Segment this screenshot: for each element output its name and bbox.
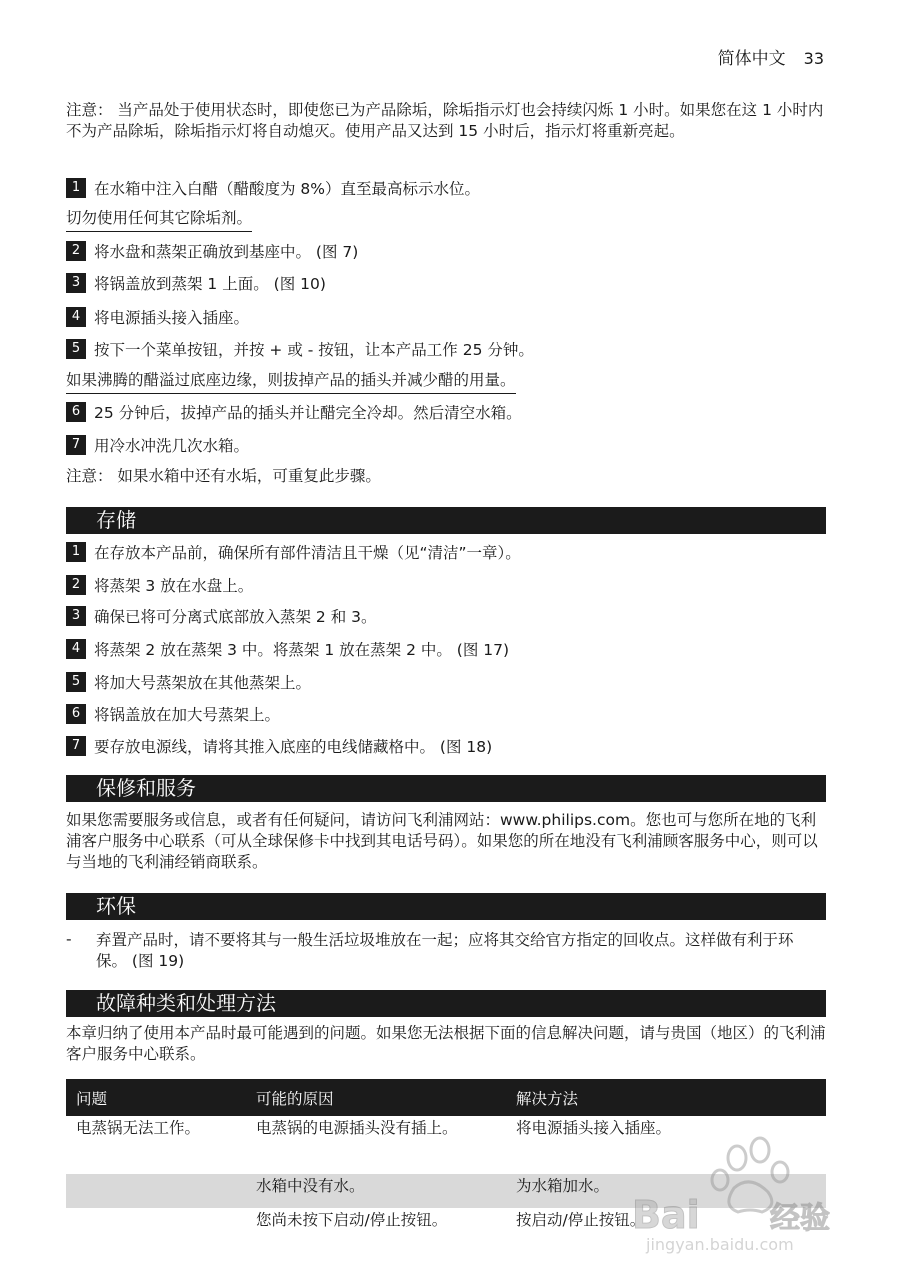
step-text: 25 分钟后，拔掉产品的插头并让醋完全冷却。然后清空水箱。 — [94, 404, 522, 422]
language-label: 简体中文 — [717, 49, 786, 69]
section-heading-troubleshooting — [66, 990, 826, 1017]
step-number: 3 — [66, 606, 86, 626]
solution-cell: 为水箱加水。 — [506, 1174, 826, 1208]
step-text: 将蒸架 2 放在蒸架 3 中。将蒸架 1 放在蒸架 2 中。 (图 17) — [94, 641, 510, 659]
baidu-jingyan-watermark — [612, 1136, 872, 1256]
bullet-dash: - — [66, 930, 72, 948]
descaling-step — [66, 177, 480, 199]
descaling-step — [66, 401, 522, 423]
svg-text:Bai: Bai — [632, 1193, 700, 1237]
section-title: 保修和服务 — [96, 776, 196, 800]
svg-text:jingyan.baidu.com: jingyan.baidu.com — [646, 1235, 794, 1254]
section-title: 故障种类和处理方法 — [96, 991, 276, 1015]
step-text: 将锅盖放到蒸架 1 上面。 (图 10) — [94, 275, 326, 293]
descaling-step — [66, 306, 249, 328]
section-heading-storage — [66, 507, 826, 534]
step-number: 6 — [66, 704, 86, 724]
table-header-row — [66, 1079, 826, 1116]
step-number: 7 — [66, 435, 86, 455]
problem-cell — [66, 1208, 246, 1242]
service-text: 如果您需要服务或信息，或者有任何疑问，请访问飞利浦网站：www.philips.com。您也可与您所在地的飞利浦客户服务中心联系（可从全球保修卡中找到其电话号码）。如果您的所在地没有飞利浦顾客服务中心，则可以与当地的飞利浦经销商联系。 — [66, 811, 818, 871]
column-header: 问题 — [66, 1079, 246, 1116]
storage-step — [66, 703, 280, 725]
cause-cell: 您尚未按下启动/停止按钮。 — [256, 1211, 448, 1229]
step-text: 将蒸架 3 放在水盘上。 — [94, 577, 254, 595]
step-text: 将加大号蒸架放在其他蒸架上。 — [94, 674, 312, 692]
column-header: 可能的原因 — [246, 1079, 506, 1116]
step-number: 3 — [66, 273, 86, 293]
step-text: 将锅盖放在加大号蒸架上。 — [94, 706, 281, 724]
step-number: 2 — [66, 575, 86, 595]
note-repeat: 注意： 如果水箱中还有水垢，可重复此步骤。 — [66, 467, 381, 485]
warning-vinegar-overflow: 如果沸腾的醋溢过底座边缘，则拔掉产品的插头并减少醋的用量。 — [66, 370, 516, 394]
storage-step — [66, 605, 377, 627]
column-header: 解决方法 — [506, 1079, 826, 1116]
descaling-step — [66, 272, 326, 294]
descaling-step — [66, 434, 249, 456]
descaling-step — [66, 240, 358, 262]
step-number: 6 — [66, 402, 86, 422]
step-text: 按下一个菜单按钮，并按 + 或 - 按钮，让本产品工作 25 分钟。 — [94, 341, 534, 359]
problem-cell — [66, 1174, 246, 1208]
warning-no-other-descaler: 切勿使用任何其它除垢剂。 — [66, 208, 252, 232]
storage-step — [66, 671, 311, 693]
step-number: 5 — [66, 672, 86, 692]
environment-text: 弃置产品时，请不要将其与一般生活垃圾堆放在一起；应将其交给官方指定的回收点。这样做有利于环保。 (图 19) — [96, 931, 794, 970]
step-text: 将电源插头接入插座。 — [94, 309, 250, 327]
page-header — [718, 44, 824, 69]
step-text: 要存放电源线，请将其推入底座的电线储藏格中。 (图 18) — [94, 738, 493, 756]
page-number: 33 — [803, 49, 824, 68]
section-heading-service — [66, 775, 826, 802]
step-text: 用冷水冲洗几次水箱。 — [94, 437, 250, 455]
storage-step — [66, 574, 253, 596]
step-text: 在存放本产品前，确保所有部件清洁且干燥（见“清洁”一章）。 — [94, 544, 521, 562]
storage-step — [66, 638, 509, 660]
step-text: 确保已将可分离式底部放入蒸架 2 和 3。 — [94, 608, 377, 626]
step-number: 1 — [66, 178, 86, 198]
intro-note: 注意： 当产品处于使用状态时，即使您已为产品除垢，除垢指示灯也会持续闪烁 1 小时。如果您在这 1 小时内不为产品除垢，除垢指示灯将自动熄灭。使用产品又达到 15 小时后，指示灯将重新亮起。 — [66, 101, 824, 140]
descaling-step — [66, 338, 534, 360]
cause-cell: 电蒸锅的电源插头没有插上。 — [256, 1119, 458, 1137]
step-text: 将水盘和蒸架正确放到基座中。 (图 7) — [94, 243, 359, 261]
solution-cell: 将电源插头接入插座。 — [516, 1119, 672, 1137]
problem-cell: 电蒸锅无法工作。 — [76, 1119, 201, 1137]
solution-cell: 按启动/停止按钮。 — [516, 1211, 646, 1229]
step-number: 5 — [66, 339, 86, 359]
cause-cell: 水箱中没有水。 — [246, 1174, 506, 1208]
section-heading-environment — [66, 893, 826, 920]
troubleshooting-intro: 本章归纳了使用本产品时最可能遇到的问题。如果您无法根据下面的信息解决问题，请与贵国（地区）的飞利浦客户服务中心联系。 — [66, 1024, 826, 1063]
step-number: 2 — [66, 241, 86, 261]
section-title: 存储 — [96, 508, 136, 532]
step-text: 在水箱中注入白醋（醋酸度为 8%）直至最高标示水位。 — [94, 180, 481, 198]
step-number: 1 — [66, 542, 86, 562]
step-number: 7 — [66, 736, 86, 756]
storage-step — [66, 735, 492, 757]
step-number: 4 — [66, 639, 86, 659]
section-title: 环保 — [96, 894, 136, 918]
step-number: 4 — [66, 307, 86, 327]
storage-step — [66, 541, 521, 563]
svg-text:经验: 经验 — [770, 1201, 830, 1236]
